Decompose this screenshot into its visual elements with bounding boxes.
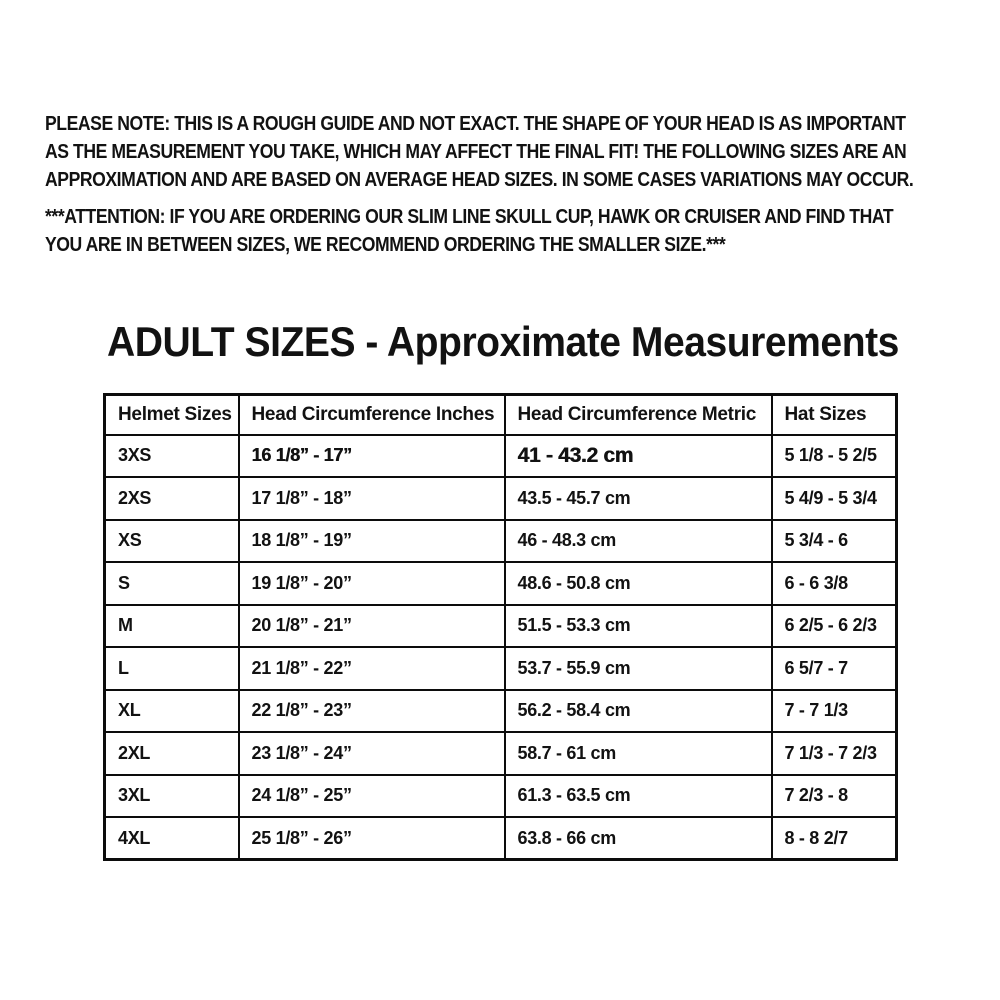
table-row bbox=[105, 775, 897, 818]
notice-line: APPROXIMATION AND ARE BASED ON AVERAGE HEAD SIZES. IN SOME CASES VARIATIONS MAY OCCUR. bbox=[45, 169, 914, 191]
metric-cell: 43.5 - 45.7 cm bbox=[505, 477, 772, 520]
table-row bbox=[105, 817, 897, 860]
hat-size-cell: 6 - 6 3/8 bbox=[772, 562, 897, 605]
inches-cell: 19 1/8” - 20” bbox=[239, 562, 505, 605]
table-row bbox=[105, 477, 897, 520]
hat-size-cell: 7 2/3 - 8 bbox=[772, 775, 897, 818]
table-body bbox=[105, 435, 897, 860]
table-row bbox=[105, 605, 897, 648]
inches-cell: 18 1/8” - 19” bbox=[239, 520, 505, 563]
header-circumference-metric: Head Circumference Metric bbox=[505, 395, 772, 435]
helmet-size-cell: 2XS bbox=[105, 477, 239, 520]
helmet-size-cell: XL bbox=[105, 690, 239, 733]
hat-size-cell: 8 - 8 2/7 bbox=[772, 817, 897, 860]
metric-cell: 51.5 - 53.3 cm bbox=[505, 605, 772, 648]
helmet-size-cell: S bbox=[105, 562, 239, 605]
inches-cell: 25 1/8” - 26” bbox=[239, 817, 505, 860]
table-row bbox=[105, 520, 897, 563]
helmet-size-cell: 3XL bbox=[105, 775, 239, 818]
size-table bbox=[103, 393, 898, 861]
notice-paragraph bbox=[45, 110, 913, 194]
attention-paragraph bbox=[45, 203, 893, 259]
table-header-row bbox=[105, 395, 897, 435]
inches-cell: 17 1/8” - 18” bbox=[239, 477, 505, 520]
helmet-size-cell: 4XL bbox=[105, 817, 239, 860]
inches-cell: 20 1/8” - 21” bbox=[239, 605, 505, 648]
inches-cell: 16 1/8” - 17” bbox=[239, 435, 505, 478]
table-row bbox=[105, 647, 897, 690]
inches-cell: 23 1/8” - 24” bbox=[239, 732, 505, 775]
header-circumference-inches: Head Circumference Inches bbox=[239, 395, 505, 435]
metric-cell: 46 - 48.3 cm bbox=[505, 520, 772, 563]
inches-cell: 21 1/8” - 22” bbox=[239, 647, 505, 690]
metric-cell: 61.3 - 63.5 cm bbox=[505, 775, 772, 818]
hat-size-cell: 5 4/9 - 5 3/4 bbox=[772, 477, 897, 520]
helmet-size-cell: 3XS bbox=[105, 435, 239, 478]
metric-cell: 63.8 - 66 cm bbox=[505, 817, 772, 860]
attention-line: ***ATTENTION: IF YOU ARE ORDERING OUR SLIM LINE SKULL CUP, HAWK OR CRUISER AND FIND THAT bbox=[45, 206, 894, 228]
helmet-size-cell: 2XL bbox=[105, 732, 239, 775]
hat-size-cell: 7 1/3 - 7 2/3 bbox=[772, 732, 897, 775]
table-row bbox=[105, 732, 897, 775]
helmet-size-cell: L bbox=[105, 647, 239, 690]
inches-cell: 22 1/8” - 23” bbox=[239, 690, 505, 733]
hat-size-cell: 5 1/8 - 5 2/5 bbox=[772, 435, 897, 478]
notice-line: AS THE MEASUREMENT YOU TAKE, WHICH MAY AFFECT THE FINAL FIT! THE FOLLOWING SIZES ARE AN bbox=[45, 141, 907, 163]
inches-cell: 24 1/8” - 25” bbox=[239, 775, 505, 818]
helmet-size-cell: XS bbox=[105, 520, 239, 563]
helmet-size-cell: M bbox=[105, 605, 239, 648]
page-title: ADULT SIZES - Approximate Measurements bbox=[107, 318, 899, 365]
hat-size-cell: 6 2/5 - 6 2/3 bbox=[772, 605, 897, 648]
hat-size-cell: 6 5/7 - 7 bbox=[772, 647, 897, 690]
attention-line: YOU ARE IN BETWEEN SIZES, WE RECOMMEND ORDERING THE SMALLER SIZE.*** bbox=[45, 234, 726, 256]
hat-size-cell: 5 3/4 - 6 bbox=[772, 520, 897, 563]
notice-line: PLEASE NOTE: THIS IS A ROUGH GUIDE AND NOT EXACT. THE SHAPE OF YOUR HEAD IS AS IMPORTANT bbox=[45, 113, 906, 135]
metric-cell: 41 - 43.2 cm bbox=[505, 435, 772, 478]
header-helmet-sizes: Helmet Sizes bbox=[105, 395, 239, 435]
table-row bbox=[105, 690, 897, 733]
header-hat-sizes: Hat Sizes bbox=[772, 395, 897, 435]
metric-cell: 56.2 - 58.4 cm bbox=[505, 690, 772, 733]
metric-cell: 53.7 - 55.9 cm bbox=[505, 647, 772, 690]
metric-cell: 58.7 - 61 cm bbox=[505, 732, 772, 775]
table-row bbox=[105, 562, 897, 605]
metric-cell: 48.6 - 50.8 cm bbox=[505, 562, 772, 605]
table-row bbox=[105, 435, 897, 478]
hat-size-cell: 7 - 7 1/3 bbox=[772, 690, 897, 733]
